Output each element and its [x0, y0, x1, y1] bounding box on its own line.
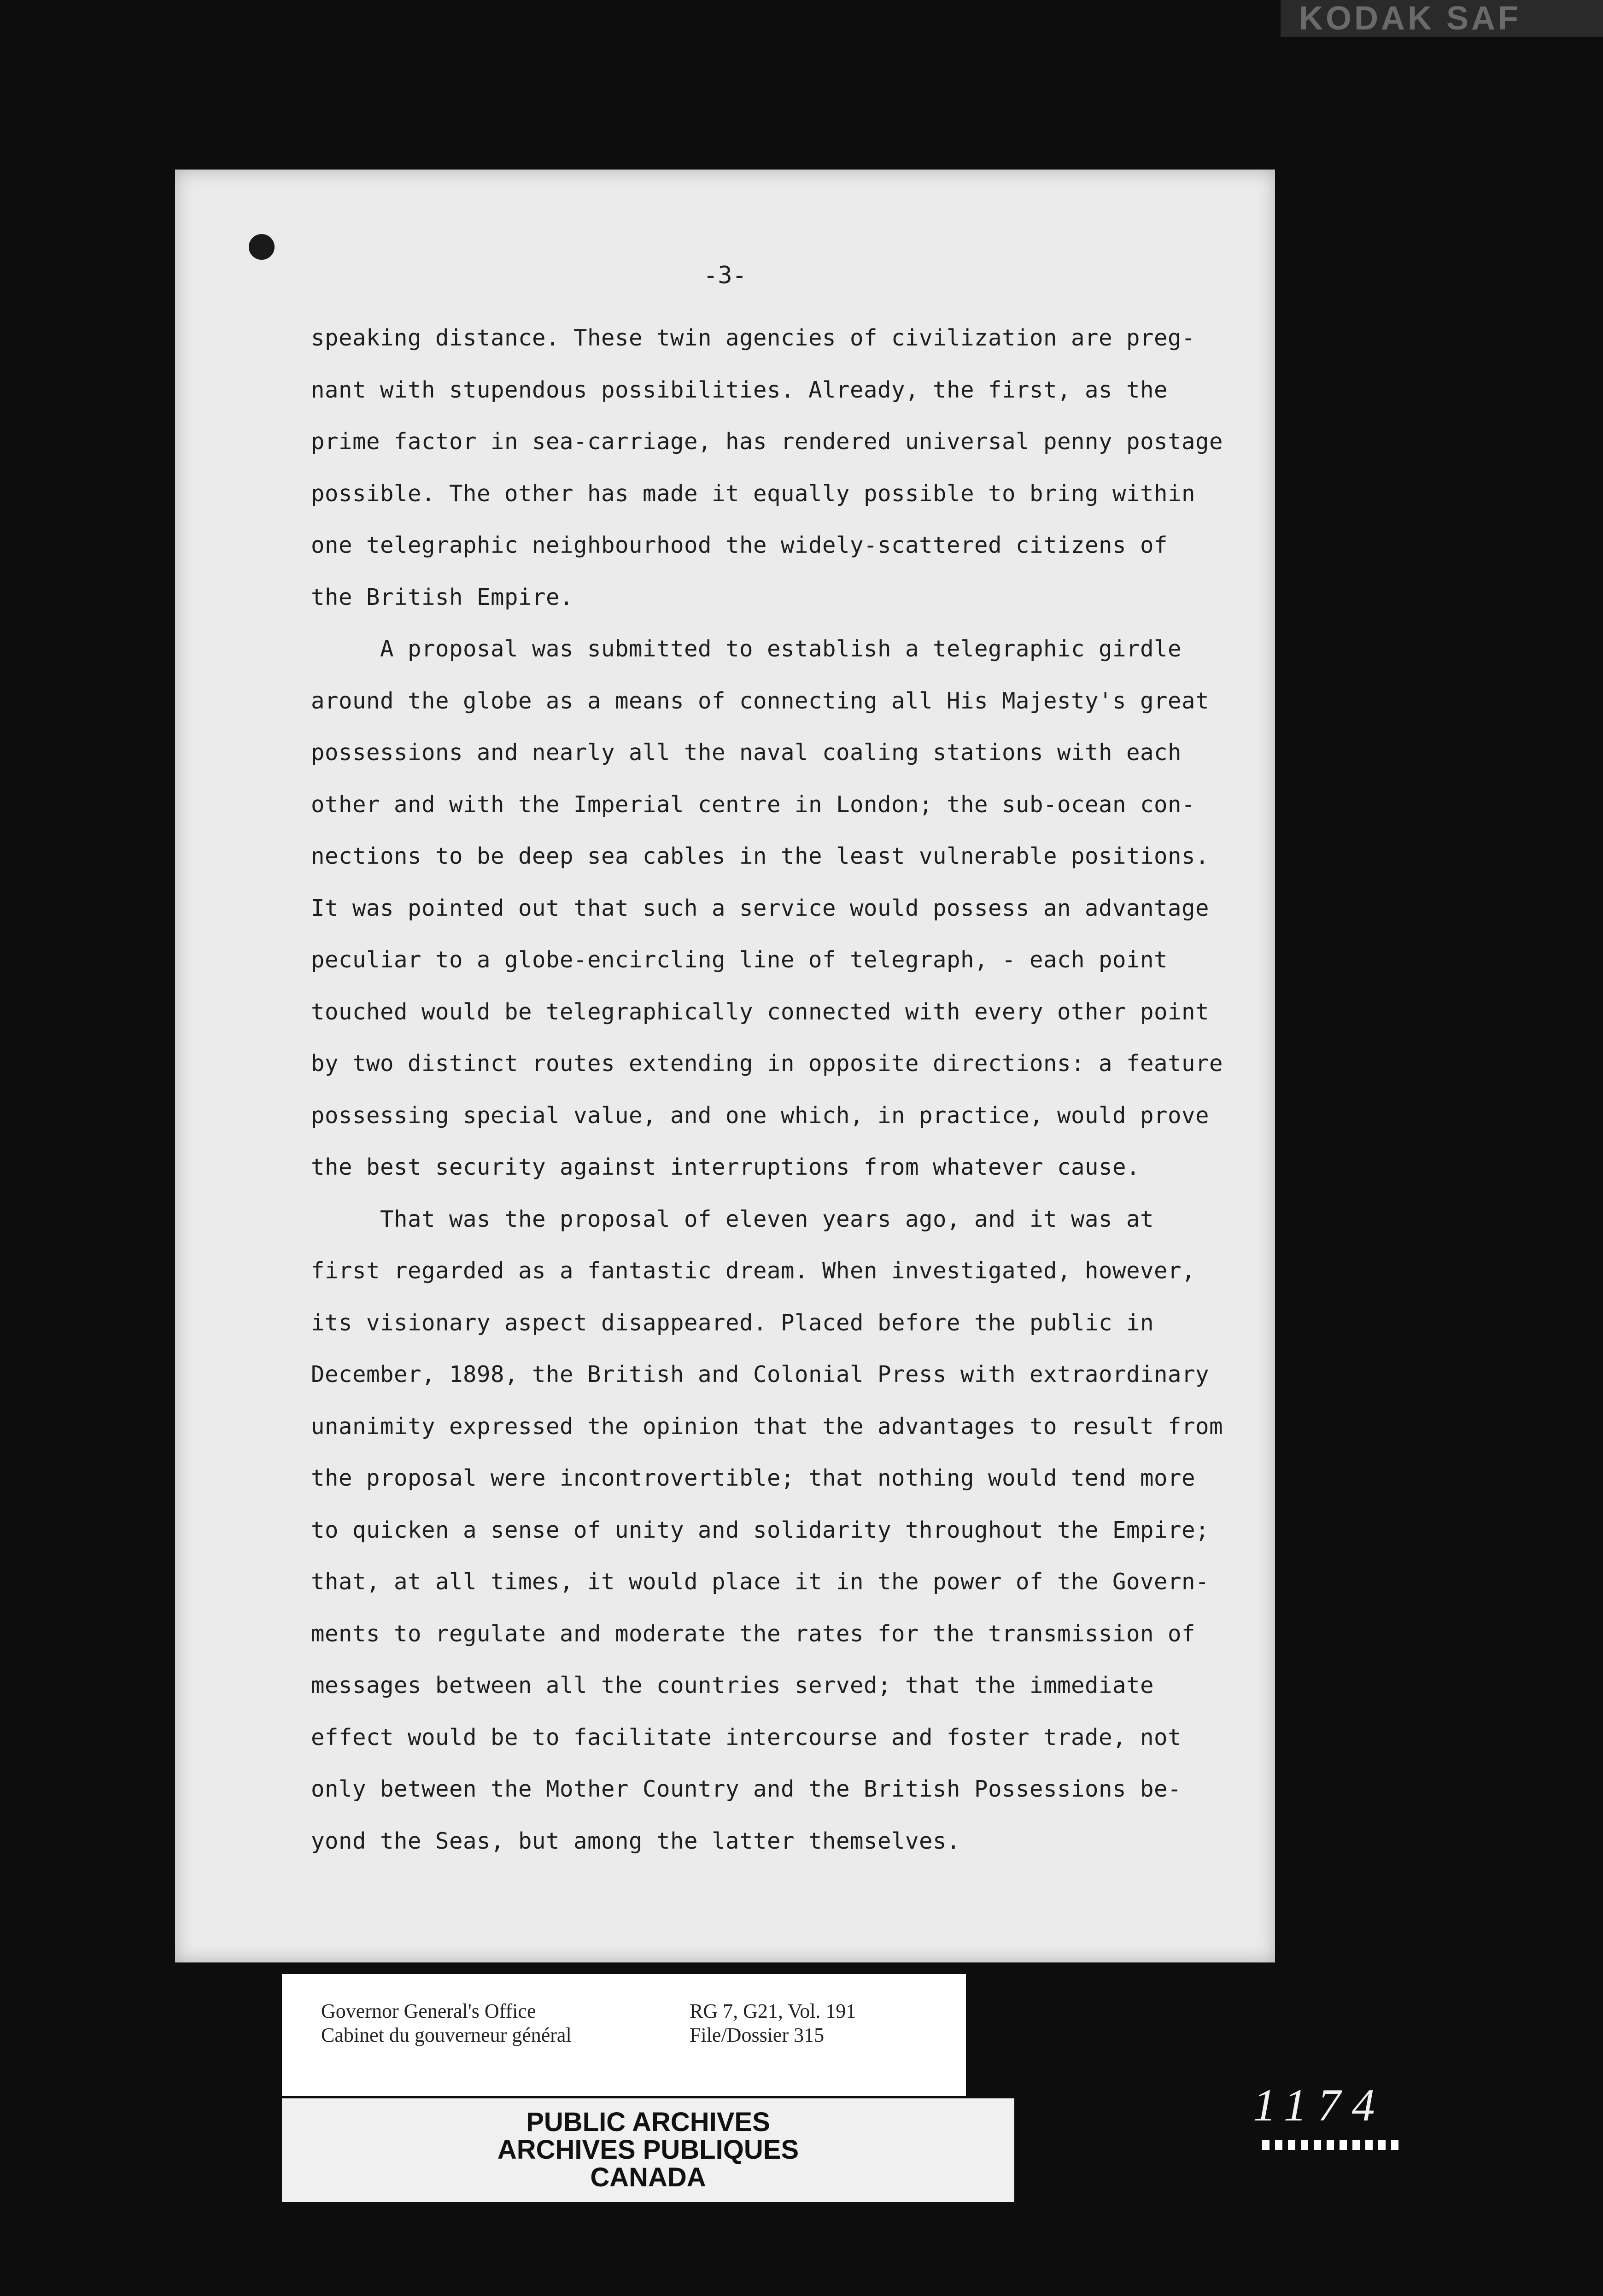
text-line: the proposal were incontrovertible; that nothing would tend more	[311, 1465, 1196, 1491]
archive-stamp-line-1: PUBLIC ARCHIVES	[526, 2107, 770, 2137]
typed-text-body	[311, 312, 1228, 1867]
text-line: nant with stupendous possibilities. Already, the first, as the	[311, 376, 1168, 403]
text-line: nections to be deep sea cables in the least vulnerable positions.	[311, 843, 1210, 869]
reference-numbers	[690, 1999, 856, 2047]
film-frame-number: 1174	[1253, 2079, 1386, 2131]
text-line: ments to regulate and moderate the rates for the transmission of	[311, 1620, 1196, 1647]
text-line: prime factor in sea-carriage, has rendered universal penny postage	[311, 428, 1223, 455]
archive-stamp-line-3: CANADA	[590, 2162, 706, 2192]
text-line: It was pointed out that such a service would possess an advantage	[311, 895, 1210, 921]
text-line: to quicken a sense of unity and solidarity throughout the Empire;	[311, 1517, 1210, 1543]
text-line: other and with the Imperial centre in London; the sub-ocean con-	[311, 791, 1196, 818]
text-line: that, at all times, it would place it in the power of the Govern-	[311, 1569, 1210, 1595]
file-reference: File/Dossier 315	[690, 2024, 825, 2046]
text-line: only between the Mother Country and the British Possessions be-	[311, 1776, 1182, 1802]
film-sprocket-strip	[1262, 2140, 1400, 2150]
film-brand-text: KODAK SAF	[1281, 0, 1603, 37]
text-line: possessing special value, and one which, in practice, would prove	[311, 1102, 1210, 1129]
text-line: the British Empire.	[311, 584, 574, 610]
text-line: yond the Seas, but among the latter themselves.	[311, 1827, 961, 1854]
archive-stamp-text	[282, 2109, 1014, 2191]
text-line: That was the proposal of eleven years ago, and it was at	[380, 1206, 1154, 1232]
office-names	[321, 1999, 572, 2047]
text-line: A proposal was submitted to establish a telegraphic girdle	[380, 636, 1182, 662]
text-line: possessions and nearly all the naval coaling stations with each	[311, 739, 1182, 766]
document-page	[175, 170, 1275, 1962]
text-line: by two distinct routes extending in opposite directions: a feature	[311, 1050, 1223, 1077]
archive-stamp-line-2: ARCHIVES PUBLIQUES	[497, 2135, 799, 2165]
text-line: effect would be to facilitate intercourse and foster trade, not	[311, 1724, 1182, 1751]
office-name-english: Governor General's Office	[321, 2000, 536, 2022]
text-line: first regarded as a fantastic dream. When investigated, however,	[311, 1258, 1196, 1284]
archive-stamp	[282, 2098, 1014, 2202]
text-line: speaking distance. These twin agencies of civilization are preg-	[311, 325, 1196, 351]
punch-hole	[249, 234, 275, 260]
office-name-french: Cabinet du gouverneur général	[321, 2024, 572, 2046]
text-line: messages between all the countries served; that the immediate	[311, 1672, 1154, 1699]
text-line: one telegraphic neighbourhood the widely-scattered citizens of	[311, 532, 1168, 558]
text-line: the best security against interruptions from whatever cause.	[311, 1154, 1141, 1180]
text-line: unanimity expressed the opinion that the advantages to result from	[311, 1413, 1223, 1440]
record-group-reference: RG 7, G21, Vol. 191	[690, 2000, 856, 2022]
text-line: its visionary aspect disappeared. Placed before the public in	[311, 1309, 1154, 1336]
archive-reference-label	[282, 1974, 966, 2096]
text-line: around the globe as a means of connecting all His Majesty's great	[311, 687, 1210, 714]
text-line: touched would be telegraphically connected with every other point	[311, 998, 1210, 1025]
text-line: December, 1898, the British and Colonial Press with extraordinary	[311, 1361, 1210, 1388]
page-number: -3-	[703, 262, 747, 289]
text-line: peculiar to a globe-encircling line of telegraph, - each point	[311, 947, 1168, 973]
text-line: possible. The other has made it equally possible to bring within	[311, 480, 1196, 507]
